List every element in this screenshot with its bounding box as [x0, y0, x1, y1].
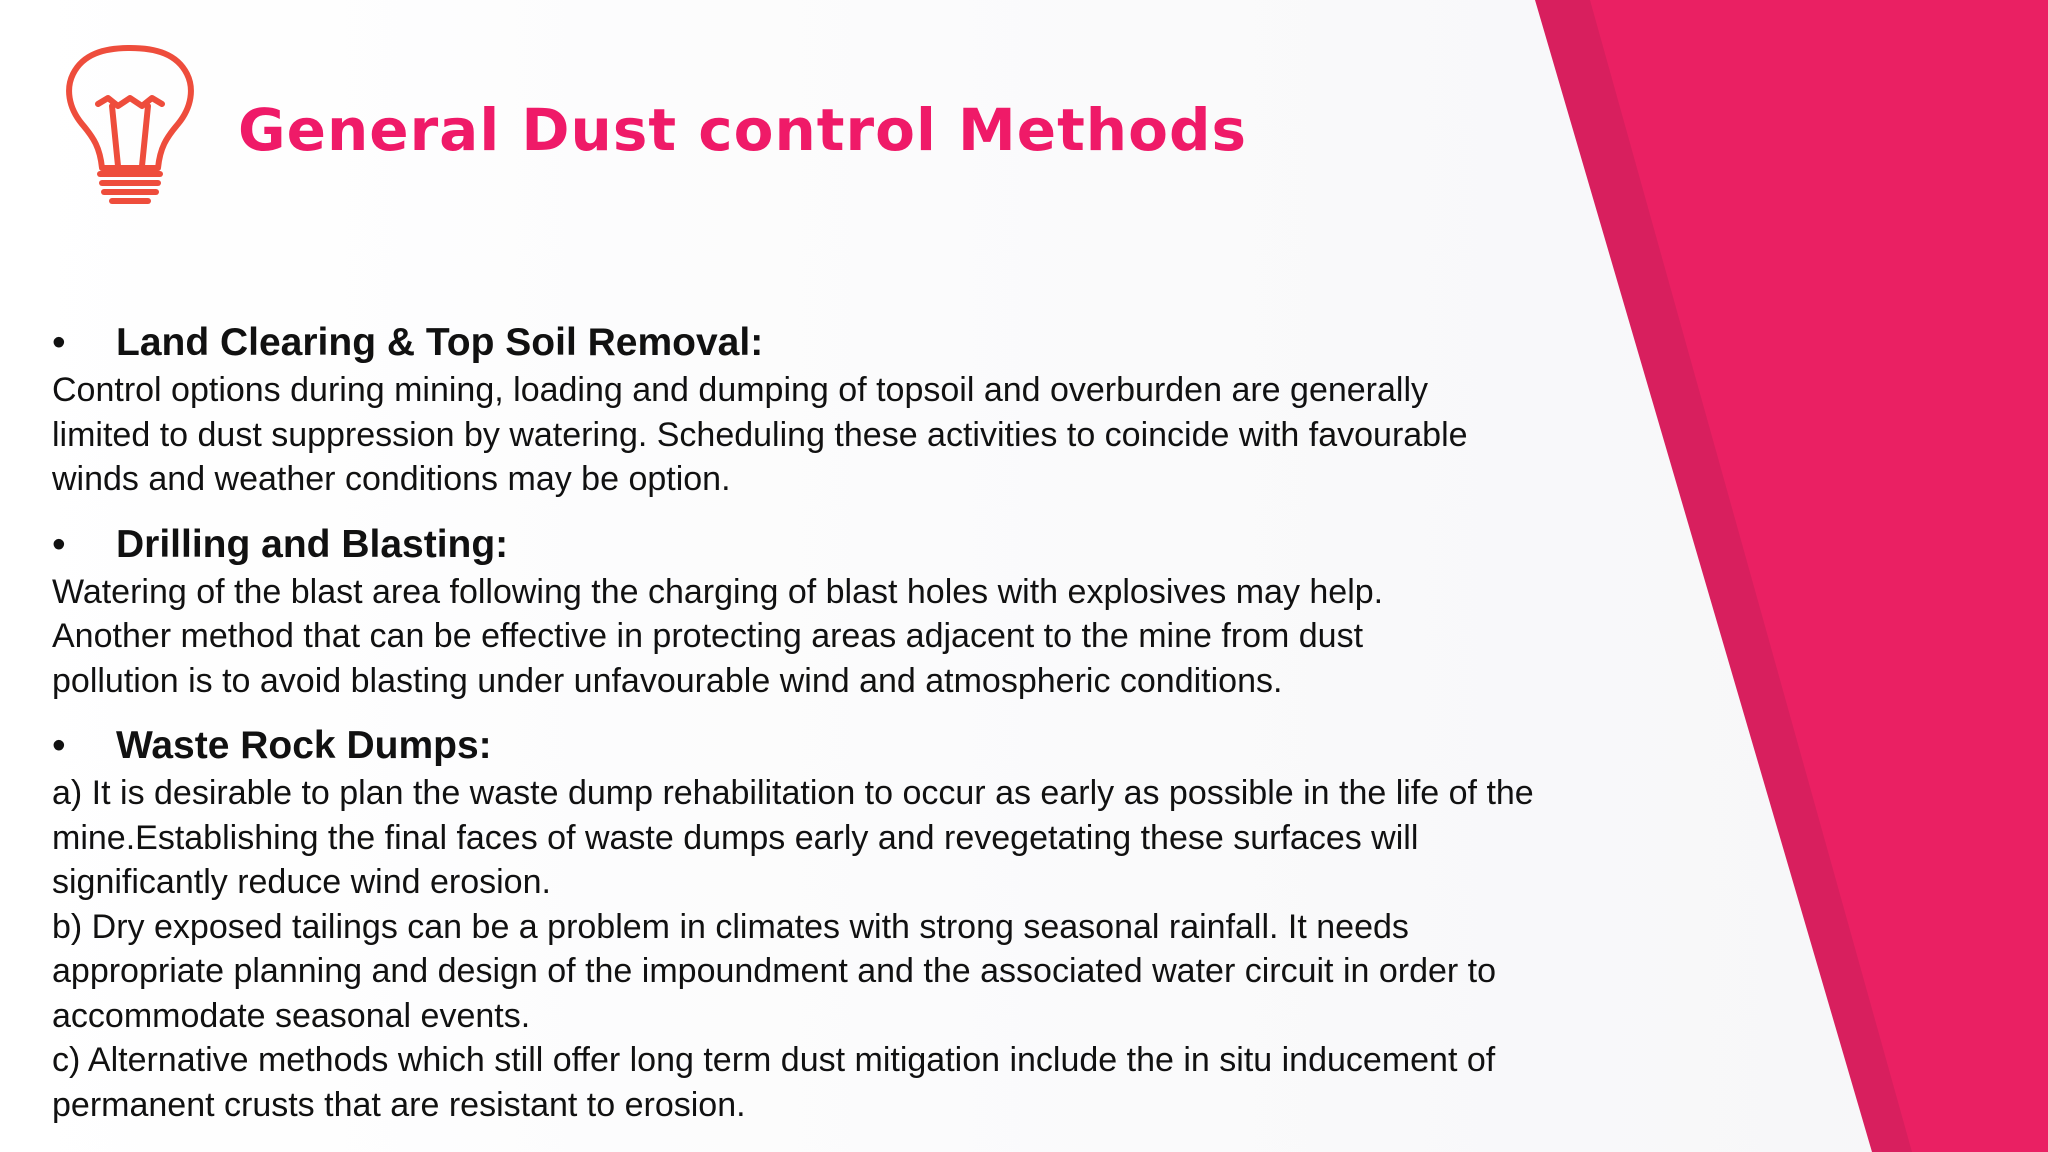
paragraph-line: Another method that can be effective in protecting areas adjacent to the mine from dust	[52, 617, 1364, 655]
section-drilling-blasting	[52, 520, 1692, 704]
paragraph-line: winds and weather conditions may be option.	[52, 460, 731, 498]
section-heading	[52, 318, 1692, 368]
section-land-clearing	[52, 318, 1692, 502]
paragraph-line: accommodate seasonal events.	[52, 996, 531, 1035]
paragraph-line: mine.Establishing the final faces of waste dumps early and revegetating these surfaces will	[52, 818, 1419, 857]
heading-text: Waste Rock Dumps:	[116, 724, 492, 767]
heading-text: Land Clearing & Top Soil Removal:	[116, 321, 764, 364]
content-body	[52, 318, 1692, 1145]
paragraph-line: permanent crusts that are resistant to erosion.	[52, 1085, 746, 1124]
paragraph-line: Control options during mining, loading and dumping of topsoil and overburden are generally	[52, 371, 1429, 409]
paragraph-line: appropriate planning and design of the impoundment and the associated water circuit in order to	[52, 952, 1497, 990]
section-heading	[52, 721, 1692, 771]
bullet-marker: •	[52, 321, 66, 364]
paragraph-line: Watering of the blast area following the charging of blast holes with explosives may help.	[52, 572, 1384, 611]
section-heading	[52, 520, 1692, 570]
bullet-marker: •	[52, 522, 66, 566]
paragraph-line: significantly reduce wind erosion.	[52, 863, 551, 901]
paragraph-line: c) Alternative methods which still offer long term dust mitigation include the in situ inducement of	[52, 1041, 1496, 1079]
page-title: General Dust control Methods	[238, 96, 1247, 164]
paragraph-line: pollution is to avoid blasting under unfavourable wind and atmospheric conditions.	[52, 661, 1283, 700]
heading-text: Drilling and Blasting:	[116, 522, 509, 566]
paragraph-line: a) It is desirable to plan the waste dump rehabilitation to occur as early as possible in the life of the	[52, 774, 1534, 812]
paragraph-line: limited to dust suppression by watering. Scheduling these activities to coincide with favourable	[52, 415, 1468, 454]
paragraph-line: b) Dry exposed tailings can be a problem in climates with strong seasonal rainfall. It needs	[52, 907, 1409, 946]
section-waste-rock-dumps	[52, 721, 1692, 1127]
lightbulb-icon	[60, 44, 200, 208]
bullet-marker: •	[52, 724, 66, 767]
